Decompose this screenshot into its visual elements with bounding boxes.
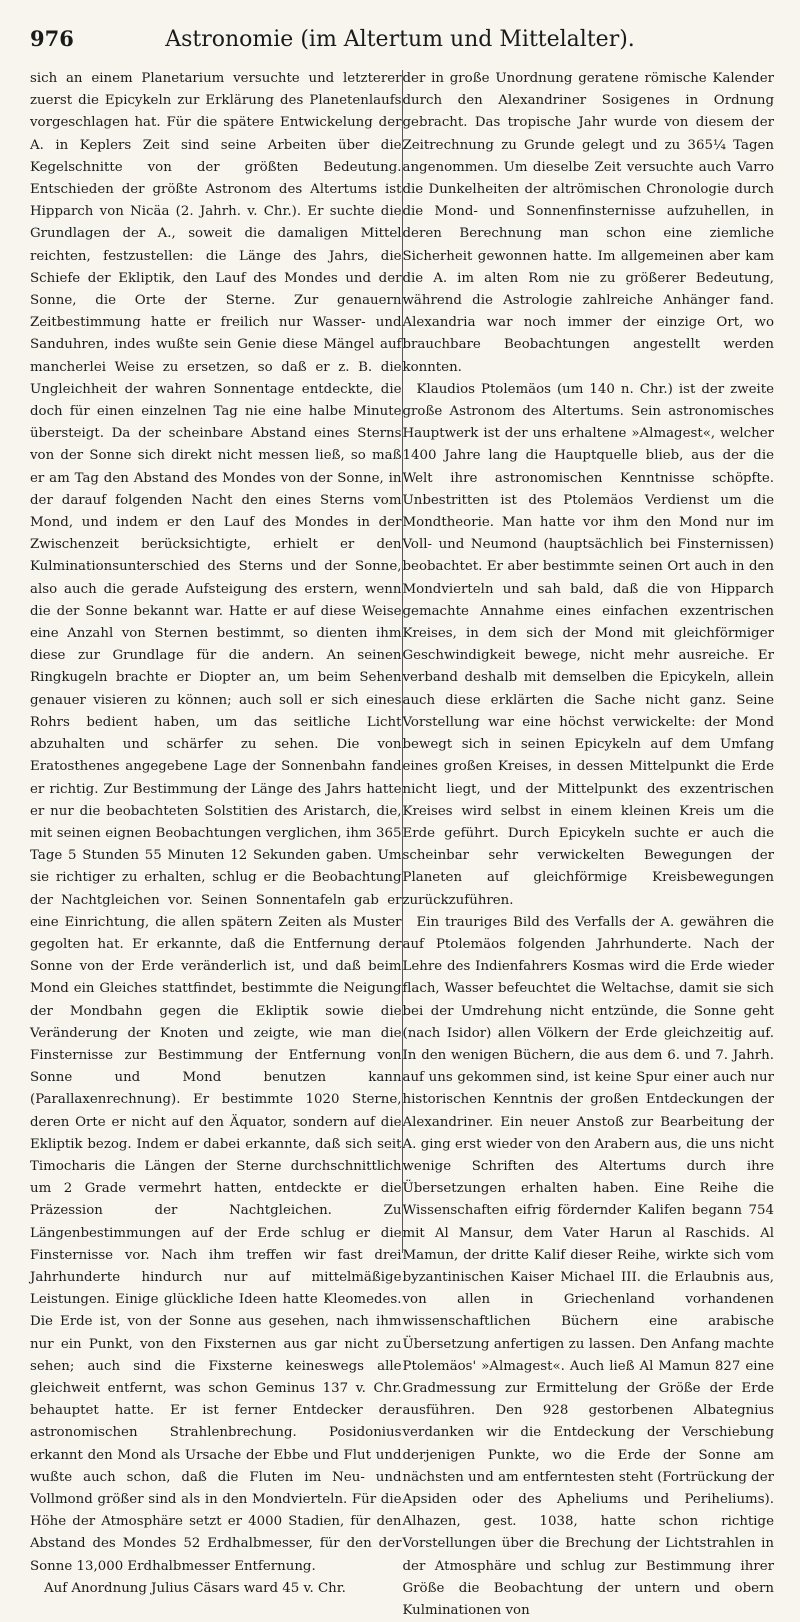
running-head: Astronomie (im Altertum und Mittelalter). bbox=[165, 27, 635, 52]
right-paragraph-2: Klaudios Ptolemäos (um 140 n. Chr.) ist der zweite große Astronom des Altertums. Sein astronomisches Hauptwerk ist der uns erhaltene »Almagest«, welcher 1400 Jahre lang die Hauptquelle blieb, aus der die Welt ihre astronomischen Kenntnisse schöpfte. Unbestritten ist des Ptolemäos Verdienst um die Mondtheorie. Man hatte vor ihm den Mond nur im Voll- und Neumond (hauptsächlich bei Finsternissen) beobachtet. Er aber bestimmte seinen Ort auch in den Mondvierteln und sah bald, daß die von Hipparch gemachte Annahme eines einfachen exzentrischen Kreises, in dem sich der Mond mit gleichförmiger Geschwindigkeit bewege, nicht mehr ausreiche. Er verband deshalb mit demselben die Epicykeln, allein auch diese erklärten die Sache nicht ganz. Seine Vorstellung war eine höchst verwickelte: der Mond bewegt sich in seinen Epicykeln auf dem Umfang eines großen Kreises, in dessen Mittelpunkt die Erde nicht liegt, und der Mittelpunkt des exzentrischen Kreises wird selbst in einem kleinen Kreis um die Erde geführt. Durch Epicykeln suchte er auch die scheinbar sehr verwickelten Bewegungen der Planeten auf gleichförmige Kreisbewegungen zurückzuführen. bbox=[402, 381, 774, 908]
left-column bbox=[30, 68, 402, 1596]
right-column bbox=[402, 68, 775, 1619]
right-paragraph-1: der in große Unordnung geratene römische Kalender durch den Alexandriner Sosigenes in Ordnung gebracht. Das tropische Jahr wurde von diesem der Zeitrechnung zu Grunde gelegt und zu 365¼ Tagen angenommen. Um dieselbe Zeit versuchte auch Varro die Dunkelheiten der altrömischen Chronologie durch die Mond- und Sonnenfinsternisse aufzuhellen, in deren Berechnung man schon eine ziemliche Sicherheit gewonnen hatte. Im allgemeinen aber kam die A. im alten Rom nie zu größerer Bedeutung, während die Astrologie zahlreiche Anhänger fand. Alexandria war noch immer der einzige Ort, wo brauchbare Beobachtungen angestellt werden konnten. bbox=[402, 71, 774, 375]
page-header bbox=[30, 26, 770, 58]
text-columns bbox=[30, 68, 774, 1619]
page-number: 976 bbox=[30, 26, 74, 51]
left-paragraph-1: sich an einem Planetarium versuchte und letzterer zuerst die Epicykeln zur Erklärung des Planetenlaufs vorgeschlagen hat. Für die spätere Entwickelung der A. in Keplers Zeit sind seine Arbeiten über die Kegelschnitte von der größten Bedeutung. Entschieden der größte Astronom des Altertums ist Hipparch von Nicäa (2. Jahrh. v. Chr.). Er suchte die Grundlagen der A., soweit die damaligen Mittel reichten, festzustellen: die Länge des Jahrs, die Schiefe der Ekliptik, den Lauf des Mondes und der Sonne, die Orte der Sterne. Zur genauern Zeitbestimmung hatte er freilich nur Wasser- und Sanduhren, indes wußte sein Genie diese Mängel auf mancherlei Weise zu ersetzen, so daß er z. B. die Ungleichheit der wahren Sonnentage entdeckte, die doch für einen einzelnen Tag nie eine halbe Minute übersteigt. Da der scheinbare Abstand eines Sterns von der Sonne sich direkt nicht messen ließ, so maß er am Tag den Abstand des Mondes von der Sonne, in der darauf folgenden Nacht den eines Sterns vom Mond, und indem er den Lauf des Mondes in der Zwischenzeit berücksichtigte, erhielt er den Kulminationsunterschied des Sterns und der Sonne, also auch die gerade Aufsteigung des erstern, wenn die der Sonne bekannt war. Hatte er auf diese Weise eine Anzahl von Sternen bestimmt, so dienten ihm diese zur Grundlage für die andern. An seinen Ringkugeln brachte er Diopter an, um beim Sehen genauer visieren zu können; auch soll er sich eines Rohrs bedient haben, um das seitliche Licht abzuhalten und schärfer zu sehen. Die von Eratosthenes angegebene Lage der Sonnenbahn fand er richtig. Zur Bestimmung der Länge des Jahrs hatte er nur die beobachteten Solstitien des Aristarch, die, mit seinen eignen Beobachtungen verglichen, ihm 365 Tage 5 Stunden 55 Minuten 12 Sekunden gaben. Um sie richtiger zu erhalten, schlug er die Beobachtung der Nachtgleichen vor. Seinen Sonnentafeln gab er eine Einrichtung, die allen spätern Zeiten als Muster gegolten hat. Er erkannte, daß die Entfernung der Sonne von der Erde veränderlich ist, und daß beim Mond ein Gleiches stattfindet, bestimmte die Neigung der Mondbahn gegen die Ekliptik sowie die Veränderung der Knoten und zeigte, wie man die Finsternisse zur Bestimmung der Entfernung von Sonne und Mond benutzen kann (Parallaxenrechnung). Er bestimmte 1020 Sterne, deren Orte er nicht auf den Äquator, sondern auf die Ekliptik bezog. Indem er dabei erkannte, daß sich seit Timocharis die Längen der Sterne durchschnittlich um 2 Grade vermehrt hatten, entdeckte er die Präzession der Nachtgleichen. Zu Längenbestimmungen auf der Erde schlug er die Finsternisse vor. Nach ihm treffen wir fast drei Jahrhunderte hindurch nur auf mittelmäßige Leistungen. Einige glückliche Ideen hatte Kleomedes. Die Erde ist, von der Sonne aus gesehen, nach ihm nur ein Punkt, von den Fixsternen aus gar nicht zu sehen; auch sind die Fixsterne keineswegs alle gleichweit entfernt, was schon Geminus 137 v. Chr. behauptet hatte. Er ist ferner Entdecker der astronomischen Strahlenbrechung. Posidonius erkannt den Mond als Ursache der Ebbe und Flut und wußte auch schon, daß die Fluten im Neu- und Vollmond größer sind als in den Mondvierteln. Für die Höhe der Atmosphäre setzt er 4000 Stadien, für den Abstand des Mondes 52 Erdhalbmesser, für den der Sonne 13,000 Erdhalbmesser Entfernung. bbox=[30, 71, 402, 1574]
left-paragraph-2: Auf Anordnung Julius Cäsars ward 45 v. Chr. bbox=[44, 1580, 346, 1596]
right-paragraph-3: Ein trauriges Bild des Verfalls der A. gewähren die auf Ptolemäos folgenden Jahrhunderte. Nach der Lehre des Indienfahrers Kosmas wird die Erde wieder flach, Wasser befeuchtet die Weltachse, damit sie sich bei der Umdrehung nicht entzünde, die Sonne geht (nach Isidor) allen Völkern der Erde gleichzeitig auf. In den wenigen Büchern, die aus dem 6. und 7. Jahrh. auf uns gekommen sind, ist keine Spur einer auch nur historischen Kenntnis der großen Entdeckungen der Alexandriner. Ein neuer Anstoß zur Bearbeitung der A. ging erst wieder von den Arabern aus, die uns nicht wenige Schriften des Altertums durch ihre Übersetzungen erhalten haben. Eine Reihe die Wissenschaften eifrig fördernder Kalifen begann 754 mit Al Mansur, dem Vater Harun al Raschids. Al Mamun, der dritte Kalif dieser Reihe, wirkte sich vom byzantinischen Kaiser Michael III. die Erlaubnis aus, von allen in Griechenland vorhandenen wissenschaftlichen Büchern eine arabische Übersetzung anfertigen zu lassen. Den Anfang machte Ptolemäos' »Almagest«. Auch ließ Al Mamun 827 eine Gradmessung zur Ermittelung der Größe der Erde ausführen. Den 928 gestorbenen Albategnius verdanken wir die Entdeckung der Verschiebung derjenigen Punkte, wo die Erde der Sonne am nächsten und am entferntesten steht (Fortrückung der Apsiden oder des Apheliums und Periheliums). Alhazen, gest. 1038, hatte schon richtige Vorstellungen über die Brechung der Lichtstrahlen in der Atmosphäre und schlug zur Bestimmung ihrer Größe die Beobachtung der untern und obern Kulminationen von bbox=[402, 914, 774, 1619]
